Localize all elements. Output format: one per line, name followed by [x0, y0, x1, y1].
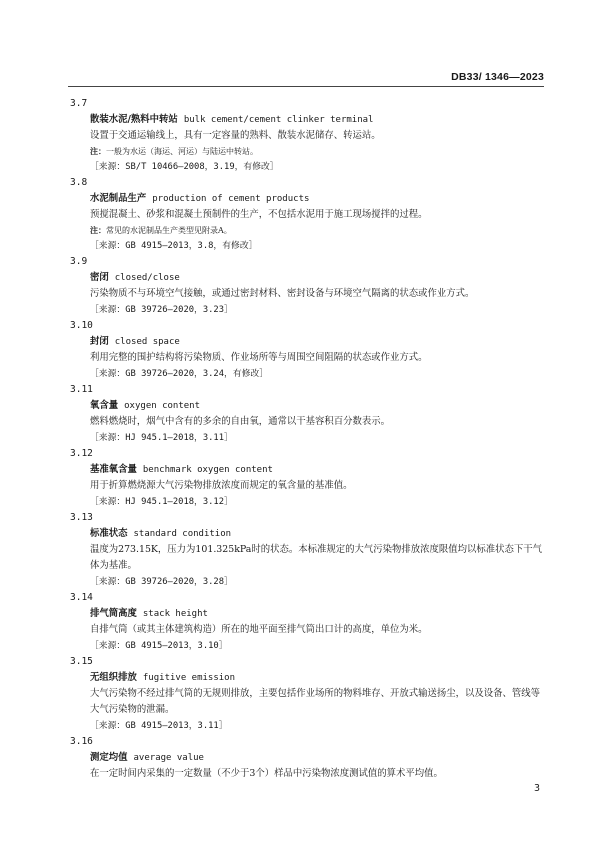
term-definition: 温度为273.15K，压力为101.325kPa时的状态。本标准规定的大气污染物排放浓度限值均以标准状态下干气体为基准。 — [90, 544, 542, 571]
term-number: 3.8 — [70, 177, 88, 188]
page-number: 3 — [533, 783, 540, 794]
term-en: fugitive emission — [142, 673, 236, 683]
term-number: 3.16 — [70, 736, 93, 747]
term-definition: 预搅混凝土、砂浆和混凝土预制件的生产，不包括水泥用于施工现场搅拌的过程。 — [90, 209, 428, 220]
term-number: 3.9 — [70, 256, 88, 267]
term-definition: 自排气筒（或其主体建筑构造）所在的地平面至排气筒出口计的高度，单位为米。 — [90, 624, 428, 635]
term-note — [90, 223, 546, 238]
term-title — [90, 398, 546, 414]
term-source: ［来源：HJ 945.1—2018，3.12］ — [90, 497, 233, 507]
term-number: 3.13 — [70, 512, 93, 523]
term-entry — [72, 318, 546, 382]
term-cn: 标准状态 — [90, 528, 128, 539]
term-definition: 在一定时间内采集的一定数量（不少于3个）样品中污染物浓度测试值的算术平均值。 — [90, 768, 443, 779]
term-source: ［来源：GB 39726—2020，3.28］ — [90, 577, 233, 587]
term-source: ［来源：GB 39726—2020，3.24，有修改］ — [90, 369, 269, 379]
terms-content — [72, 96, 546, 782]
note-text: 常见的水泥制品生产类型见附录A。 — [106, 226, 232, 235]
term-en: bulk cement/cement clinker terminal — [183, 115, 374, 125]
term-title — [90, 670, 546, 686]
term-number: 3.14 — [70, 592, 93, 603]
term-en: closed space — [114, 337, 180, 347]
term-source: ［来源：HJ 945.1—2018，3.11］ — [90, 433, 233, 443]
term-title — [90, 606, 546, 622]
term-en: average value — [133, 753, 204, 763]
term-title — [90, 191, 546, 207]
term-source: ［来源：GB 4915—2013，3.11］ — [90, 721, 228, 731]
term-en: benchmark oxygen content — [142, 465, 273, 475]
term-title — [90, 750, 546, 766]
term-title — [90, 462, 546, 478]
term-source: ［来源：GB 4915—2013，3.10］ — [90, 641, 228, 651]
term-entry — [72, 510, 546, 590]
term-cn: 密闭 — [90, 272, 109, 283]
term-source: ［来源：GB 4915—2013，3.8，有修改］ — [90, 241, 258, 251]
term-entry — [72, 254, 546, 318]
term-definition: 设置于交通运输线上，具有一定容量的熟料、散装水泥储存、转运站。 — [90, 130, 381, 141]
term-cn: 基准氧含量 — [90, 464, 137, 475]
term-entry — [72, 96, 546, 175]
term-note — [90, 144, 546, 159]
term-number: 3.11 — [70, 384, 93, 395]
term-title — [90, 526, 546, 542]
note-label: 注： — [90, 147, 106, 156]
document-code-header: DB33/ 1346—2023 — [451, 71, 544, 83]
term-cn: 测定均值 — [90, 752, 128, 763]
term-entry — [72, 590, 546, 654]
term-number: 3.15 — [70, 656, 93, 667]
term-number: 3.7 — [70, 98, 88, 109]
term-title — [90, 112, 546, 128]
term-entry — [72, 446, 546, 510]
term-source: ［来源：GB 39726—2020，3.23］ — [90, 305, 233, 315]
term-cn: 封闭 — [90, 336, 109, 347]
note-text: 一般为水运（海运、河运）与陆运中转站。 — [106, 147, 258, 156]
note-label: 注： — [90, 226, 106, 235]
term-en: closed/close — [114, 273, 180, 283]
header-rule — [68, 86, 544, 87]
term-en: stack height — [142, 609, 208, 619]
term-number: 3.12 — [70, 448, 93, 459]
term-definition: 燃料燃烧时，烟气中含有的多余的自由氧，通常以干基容积百分数表示。 — [90, 416, 391, 427]
term-cn: 排气筒高度 — [90, 608, 137, 619]
term-entry — [72, 654, 546, 734]
term-definition: 大气污染物不经过排气筒的无规则排放，主要包括作业场所的物料堆存、开放式输送扬尘，以及设备、管线等大气污染物的泄漏。 — [90, 688, 541, 715]
term-cn: 氧含量 — [90, 400, 119, 411]
term-en: oxygen content — [124, 401, 200, 411]
term-en: production of cement products — [152, 194, 310, 204]
term-cn: 无组织排放 — [90, 672, 137, 683]
term-source: ［来源：SB/T 10466—2008，3.19，有修改］ — [90, 162, 279, 172]
term-entry — [72, 734, 546, 782]
term-en: standard condition — [133, 529, 232, 539]
term-cn: 水泥制品生产 — [90, 193, 147, 204]
term-number: 3.10 — [70, 320, 93, 331]
term-definition: 用于折算燃烧源大气污染物排放浓度而规定的氧含量的基准值。 — [90, 480, 353, 491]
term-definition: 污染物质不与环境空气接触，或通过密封材料、密封设备与环境空气隔离的状态或作业方式。 — [90, 288, 475, 299]
term-entry — [72, 382, 546, 446]
term-title — [90, 334, 546, 350]
term-definition: 利用完整的围护结构将污染物质、作业场所等与周围空间阻隔的状态或作业方式。 — [90, 352, 428, 363]
term-cn: 散装水泥/熟料中转站 — [90, 114, 178, 125]
term-entry — [72, 175, 546, 254]
term-title — [90, 270, 546, 286]
